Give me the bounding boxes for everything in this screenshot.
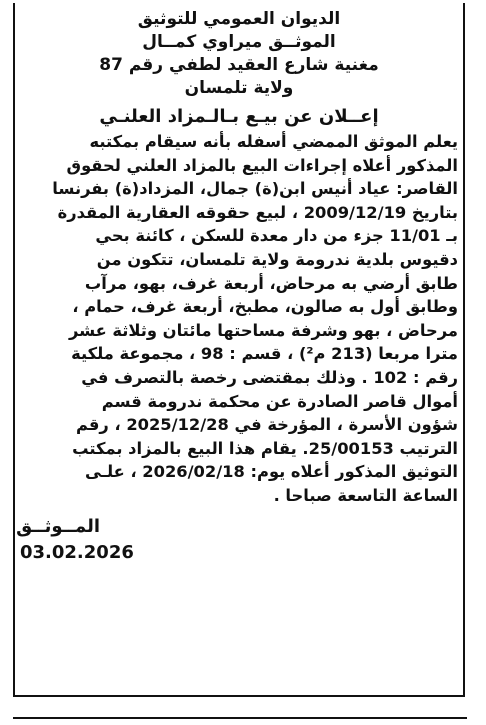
wilaya-name: ولاية تلمسان [184,78,294,98]
notice-title: إعــلان عن بيـع بـالـمزاد العلنـي [99,106,379,127]
body-line: المذكور أعلاه إجراءات البيع بالمزاد العلني لحقوق [66,155,458,175]
body-line: أموال قاصر الصادرة عن محكمة ندرومة قسم [101,391,458,411]
body-line: طابق أرضي به مرحاض، أربعة غرف، بهو، مرآب [84,273,458,293]
body-line: الترتيب 25/00153. يقام هذا البيع بالمزاد بمكتب [72,438,458,458]
body-line: يعلم الموثق الممضي أسفله بأنه سيقام بمكتبه [89,132,458,151]
signature-block [16,514,458,566]
body-line: مرحاض ، بهو وشرفة مساحتها مائتان وثلاثة عشر [68,320,458,340]
body-line: بـ 11/01 جزء من دار معدة للسكن ، كائنة بحي [95,226,458,246]
notary-name: الموثــق ميراوي كمــال [142,32,336,52]
body-line: وطابق أول به صالون، مطبخ، أربعة غرف، حمام ، [72,297,458,317]
body-line: دقيوس بلدية ندرومة ولاية تلمسان، تتكون من [96,249,458,269]
body-line: القاصر: عياد أنيس ابن(ة) جمال، المزداد(ة) بفرنسا [52,179,458,199]
body-line: شؤون الأسرة ، المؤرخة في 2025/12/28 ، رقم [75,415,458,435]
notice-body [20,130,458,508]
notary-header [20,8,458,100]
body-line: التوثيق المذكور أعلاه يوم: 2026/02/18 ، علـى [84,462,458,482]
bottom-divider [13,717,467,719]
body-line: بتاريخ 2009/12/19 ، لبيع حقوقه العقارية المقدرة [57,202,458,222]
office-address: مغنية شارع العقيد لطفي رقم 87 [99,55,379,75]
body-line: الساعة التاسعة صباحا . [273,485,458,505]
body-line: رقم : 102 . وذلك بمقتضى رخصة بالتصرف في [81,367,458,387]
body-line: مترا مربعا (213 م²) ، قسم : 98 ، مجموعة ملكية [71,344,458,364]
notice-content [16,8,458,566]
signature-role: المــوثــق [16,515,100,537]
signature-date: 03.02.2026 [20,541,134,563]
office-name: الديوان العمومي للتوثيق [137,9,341,29]
